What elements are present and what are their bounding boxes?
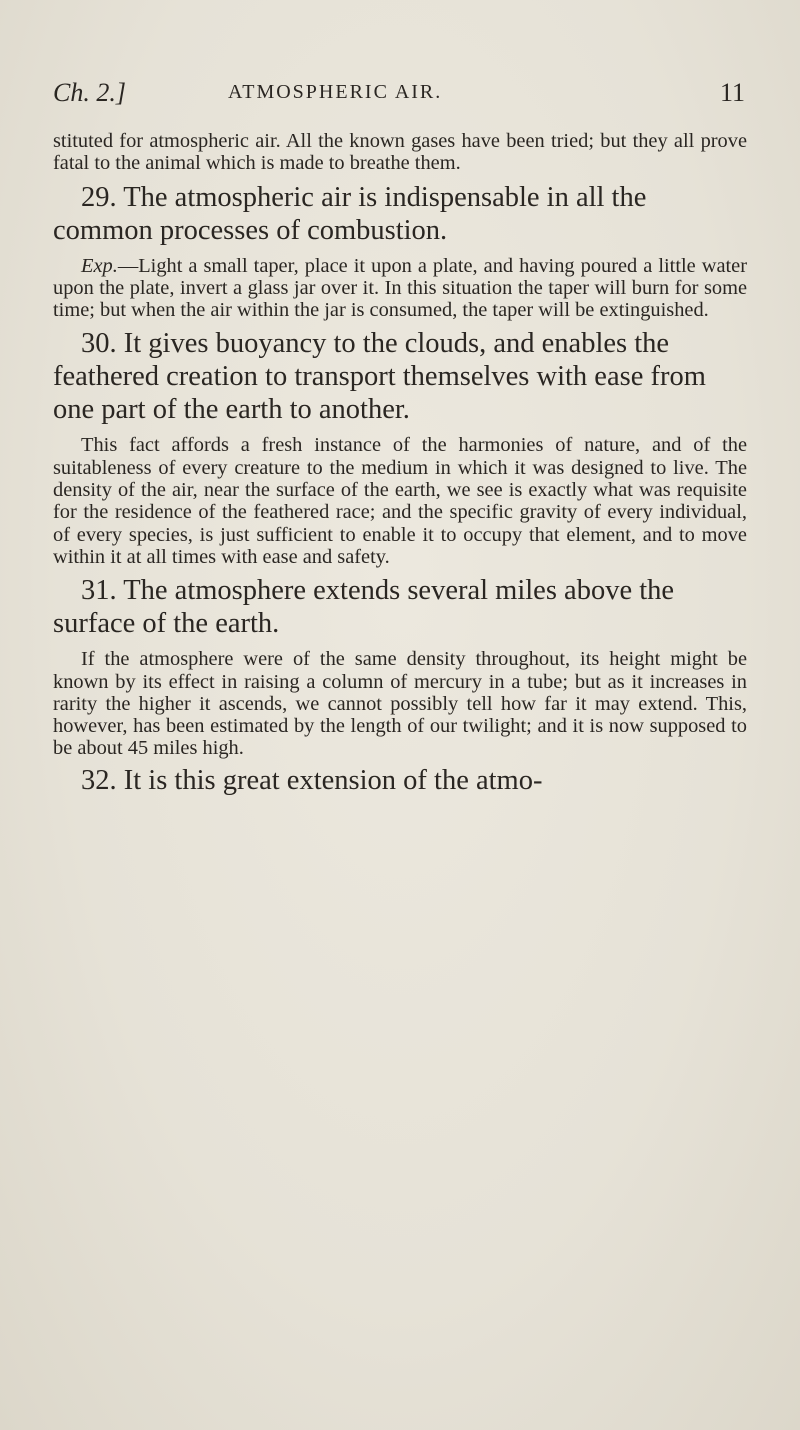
experiment-label: Exp. xyxy=(81,254,118,277)
running-title: ATMOSPHERIC AIR. xyxy=(228,81,443,103)
chapter-marker: Ch. 2.] xyxy=(53,78,126,107)
section-31-paragraph: If the atmosphere were of the same density throughout, its height might be known by its effect in raising a column of mercury in a tube; but as it increases in rarity the higher it ascends, we cannot possibly tell how far it may extend. This, however, has been estimated by the length of our twilight; and it is now supposed to be about 45 miles high. xyxy=(53,648,747,760)
continuation-paragraph: stituted for atmospheric air. All the known gases have been tried; but they all prove fatal to the animal which is made to breathe them. xyxy=(53,130,747,175)
page-number: 11 xyxy=(719,78,745,107)
section-29-experiment xyxy=(53,255,747,322)
page-body xyxy=(53,130,747,797)
experiment-text: —Light a small taper, place it upon a plate, and having poured a little water upon the plate, invert a glass jar over it. In this situation the taper will burn for some time; but when the air within the jar is consumed, the taper will be extinguished. xyxy=(53,254,747,322)
section-30-paragraph: This fact affords a fresh instance of the harmonies of nature, and of the suitableness of every creature to the medium in which it was designed to live. The density of the air, near the surface of the earth, we see is exactly what was requisite for the residence of the feathered race; and the specific gravity of every individual, of every species, is just sufficient to enable it to occupy that element, and to move within it at all times with ease and safety. xyxy=(53,434,747,568)
section-32-heading: 32. It is this great extension of the atmo- xyxy=(81,764,543,796)
section-30-heading: 30. It gives buoyancy to the clouds, and enables the feathered creation to transport themselves with ease from one part of the earth to another. xyxy=(53,328,706,426)
section-31-heading: 31. The atmosphere extends several miles above the surface of the earth. xyxy=(53,575,675,640)
section-29-heading: 29. The atmospheric air is indispensable in all the common processes of combustion. xyxy=(53,181,647,246)
page-header xyxy=(53,78,745,118)
